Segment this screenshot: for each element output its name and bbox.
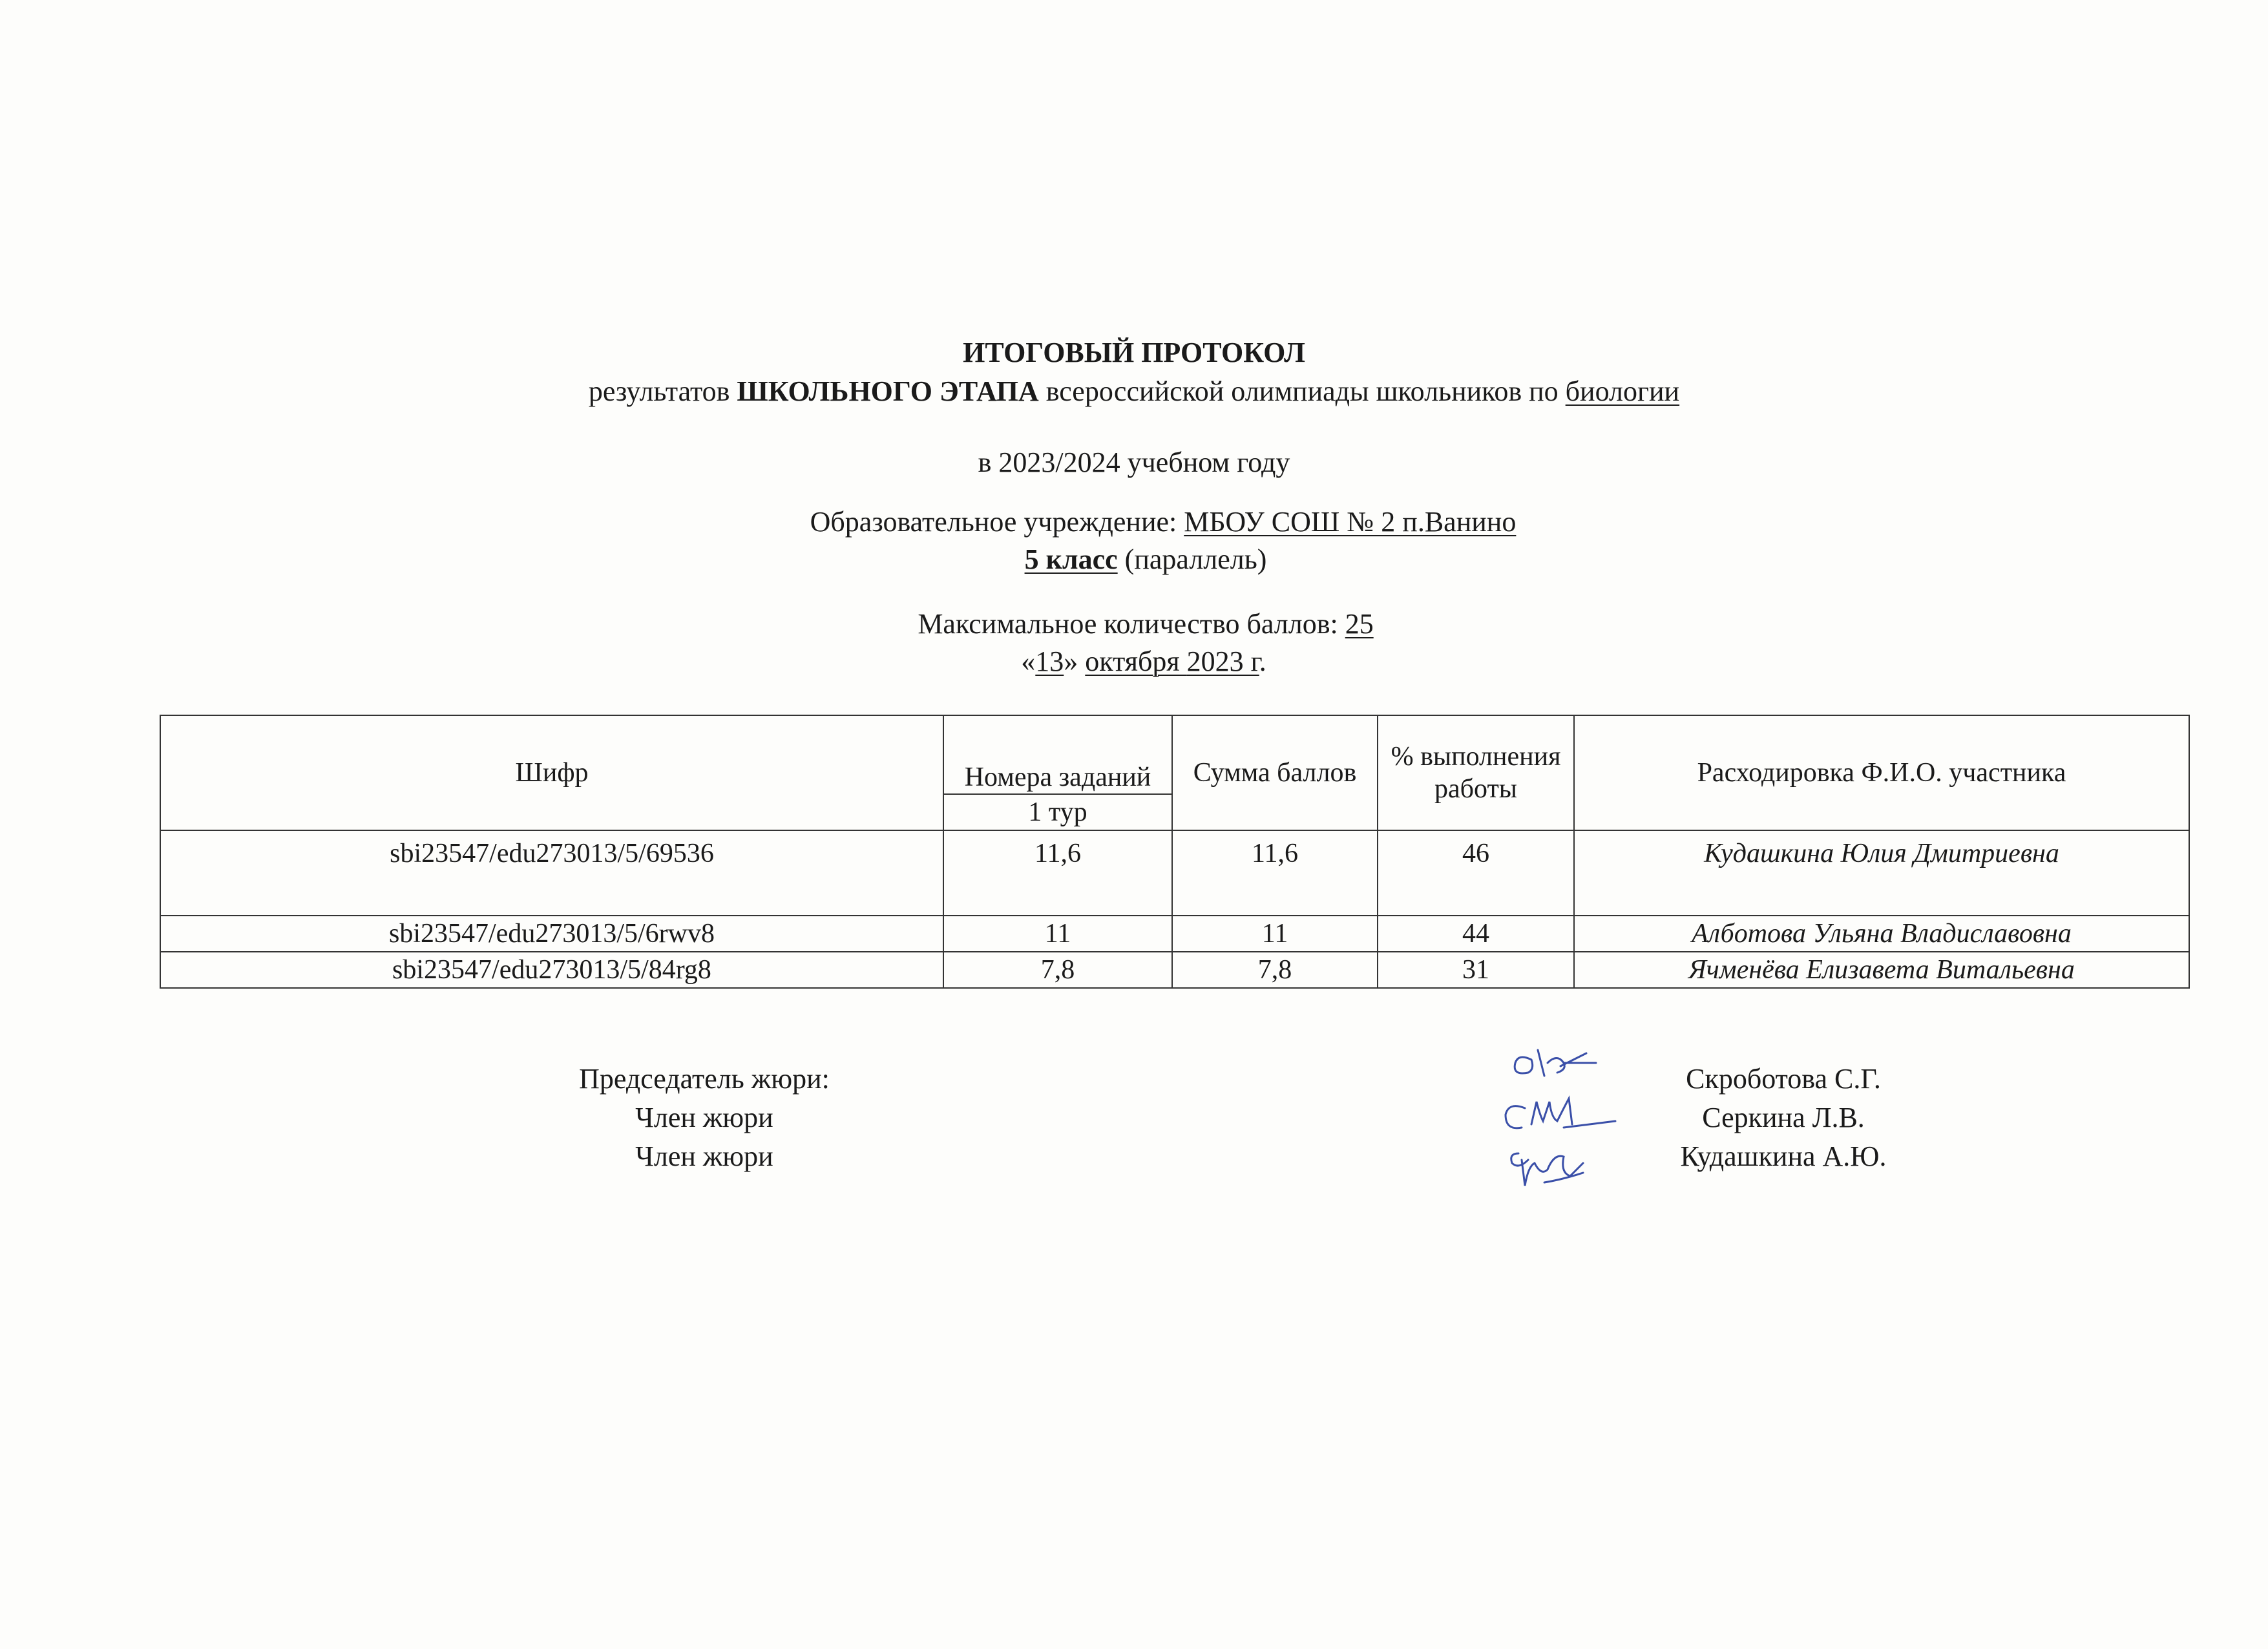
max-score-value: 25 <box>1345 608 1374 640</box>
jury-member1-name: Серкина Л.В. <box>1702 1102 1865 1133</box>
cell-cipher: sbi23547/edu273013/5/84rg8 <box>160 952 943 988</box>
table-row <box>160 916 2189 952</box>
subtitle-middle: всероссийской олимпиады школьников по <box>1038 375 1566 407</box>
document-title: ИТОГОВЫЙ ПРОТОКОЛ <box>963 337 1305 368</box>
col-sum: Сумма баллов <box>1172 715 1378 830</box>
cell-sum: 11,6 <box>1172 830 1378 916</box>
date-dot: . <box>1259 646 1266 677</box>
col-cipher: Шифр <box>160 715 943 830</box>
col-percent: % выполнения работы <box>1378 715 1574 830</box>
col-tasks: Номера заданий <box>943 715 1172 794</box>
cell-percent: 46 <box>1378 830 1574 916</box>
jury-member2-name: Кудашкина А.Ю. <box>1680 1140 1887 1172</box>
grade-line <box>12 541 2268 577</box>
date-line <box>10 644 2268 679</box>
cell-cipher: sbi23547/edu273013/5/69536 <box>160 830 943 916</box>
subtitle-stage: ШКОЛЬНОГО ЭТАПА <box>737 375 1039 407</box>
school-name: МБОУ СОШ № 2 п.Ванино <box>1184 506 1517 538</box>
cell-tour1: 11,6 <box>943 830 1172 916</box>
signature-member2 <box>1511 1153 1583 1186</box>
results-table <box>160 715 2190 989</box>
signature-member1 <box>1506 1098 1615 1128</box>
col-tour1: 1 тур <box>943 794 1172 830</box>
cell-percent: 31 <box>1378 952 1574 988</box>
date-open: « <box>1021 646 1036 677</box>
signature-chair <box>1515 1050 1596 1076</box>
academic-year: в 2023/2024 учебном году <box>978 446 1290 478</box>
max-score-line <box>12 606 2268 642</box>
cell-fio: Ячменёва Елизавета Витальевна <box>1574 952 2189 988</box>
jury-chair-label: Председатель жюри: <box>579 1063 830 1095</box>
school-label: Образовательное учреждение: <box>810 506 1184 538</box>
handwritten-signatures <box>1486 1034 1654 1202</box>
jury-names <box>1661 1060 1906 1176</box>
table-header-row <box>160 715 2189 794</box>
col-decode: Расходировка Ф.И.О. участника <box>1574 715 2189 830</box>
cell-fio: Кудашкина Юлия Дмитриевна <box>1574 830 2189 916</box>
jury-member1-label: Член жюри <box>635 1102 773 1133</box>
subject: биологии <box>1565 375 1680 407</box>
table-row <box>160 830 2189 916</box>
cell-tour1: 7,8 <box>943 952 1172 988</box>
jury-roles <box>562 1060 846 1176</box>
cell-cipher: sbi23547/edu273013/5/6rwv8 <box>160 916 943 952</box>
cell-fio: Албoтова Ульяна Владиславовна <box>1574 916 2189 952</box>
jury-chair-name: Скроботова С.Г. <box>1686 1063 1881 1095</box>
cell-sum: 7,8 <box>1172 952 1378 988</box>
cell-percent: 44 <box>1378 916 1574 952</box>
table-row <box>160 952 2189 988</box>
date-day: 13 <box>1035 646 1064 677</box>
date-month: октября <box>1085 646 1187 677</box>
grade-suffix: (параллель) <box>1117 543 1267 575</box>
date-close: » <box>1064 646 1086 677</box>
jury-member2-label: Член жюри <box>635 1140 773 1172</box>
document-subtitle <box>0 373 2268 409</box>
cell-tour1: 11 <box>943 916 1172 952</box>
subtitle-prefix: результатов <box>588 375 737 407</box>
date-year: 2023 г <box>1186 646 1259 677</box>
grade: 5 класс <box>1024 543 1118 575</box>
max-score-label: Максимальное количество баллов: <box>918 608 1345 640</box>
school-line <box>29 504 2268 540</box>
cell-sum: 11 <box>1172 916 1378 952</box>
